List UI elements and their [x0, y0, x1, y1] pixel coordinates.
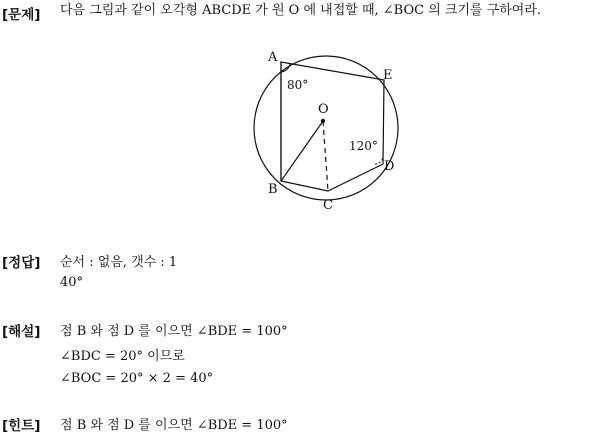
center-point-o [321, 119, 325, 123]
hint-tag: [힌트] [2, 418, 41, 434]
label-o: O [318, 102, 329, 117]
solution-tag: [해설] [2, 324, 41, 340]
label-b: B [268, 182, 278, 197]
label-e: E [383, 68, 393, 83]
problem-tag: [문제] [2, 7, 41, 23]
angle-mark-d [375, 156, 383, 164]
pentagon-in-circle-figure [240, 44, 420, 214]
problem-text: 다음 그림과 같이 오각형 ABCDE 가 원 O 에 내접할 때, ∠BOC 의 크기를 구하여라. [60, 3, 542, 18]
answer-tag: [정답] [2, 255, 41, 271]
label-a: A [268, 50, 278, 65]
answer-value: 40° [60, 275, 84, 290]
label-c: C [323, 198, 333, 213]
circle-o [254, 56, 398, 200]
label-d: D [384, 159, 395, 174]
solution-line-1: 점 B 와 점 D 를 이으면 ∠BDE = 100° [60, 324, 288, 339]
segment-oc [323, 121, 328, 191]
angle-label-a: 80° [287, 78, 309, 92]
answer-meta: 순서 : 없음, 갯수 : 1 [60, 255, 178, 270]
angle-label-d: 120° [349, 139, 378, 153]
hint-text: 점 B 와 점 D 를 이으면 ∠BDE = 100° [60, 418, 288, 433]
segment-ob [281, 121, 323, 181]
solution-line-3: ∠BOC = 20° × 2 = 40° [60, 371, 214, 386]
solution-line-2: ∠BDC = 20° 이므로 [60, 349, 185, 364]
